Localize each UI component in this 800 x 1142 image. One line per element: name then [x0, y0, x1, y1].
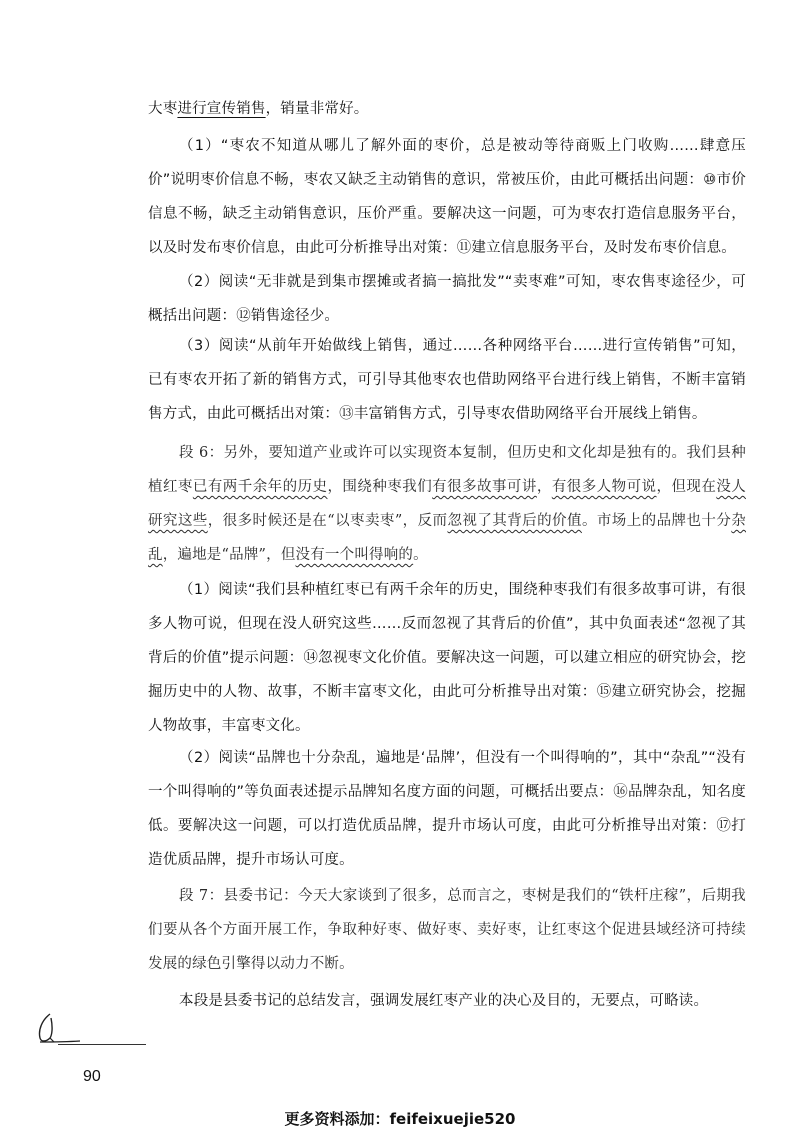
section-6-text: 段 6：另外，要知道产业或许可以实现资本复制，但历史和文化却是独有的。我们县种植红枣已有两千余年的历史，围绕种枣我们有很多故事可讲，有很多人物可说，但现在没人研究这些，很多时候还是在“以枣卖枣”，反而忽视了其背后的价值。市场上的品牌也十分杂乱，遍地是“品牌”，但没有一个叫得响的。	[148, 445, 746, 563]
wavy-underline-no-famous-brand: 没有一个叫得响的	[295, 547, 414, 563]
analysis-1-item-1: （1）“枣农不知道从哪儿了解外面的枣价，总是被动等待商贩上门收购……肆意压价”说明枣价信息不畅，枣农又缺乏主动销售的意识，常被压价，由此可概括出问题：⑩市价信息不畅，缺乏主动销售意识，压价严重。要解决这一问题，可为枣农打造信息服务平台，以及时发布枣价信息，由此可分析推导出对策：⑪建立信息服务平台，及时发布枣价信息。	[148, 138, 746, 256]
wavy-underline-ignored-value: 忽视了其背后的价值	[447, 513, 582, 529]
wavy-underline-history: 已有两千余年的历史	[192, 479, 328, 495]
wavy-underline-stories: 有很多故事可讲	[432, 479, 537, 495]
intro-lead: 大枣	[148, 101, 178, 117]
wavy-underline-chaotic: 杂乱	[148, 513, 746, 563]
wavy-underline-no-research: 没人研究这些	[148, 479, 746, 529]
section-7-text: 段 7：县委书记：今天大家谈到了很多，总而言之，枣树是我们的“铁杆庄稼”，后期我们要从各个方面开展工作，争取种好枣、做好枣、卖好枣，让红枣这个促进县域经济可持续发展的绿色引擎得以动力不断。	[148, 888, 746, 972]
intro-rest: ，销量非常好。	[265, 101, 369, 117]
analysis-2-item-1: （1）阅读“我们县种植红枣已有两千余年的历史，围绕种枣我们有很多故事可讲，有很多人物可说，但现在没人研究这些……反而忽视了其背后的价值”，其中负面表述“忽视了其背后的价值”提示问题：⑭忽视枣文化价值。要解决这一问题，可以建立相应的研究协会，挖掘历史中的人物、故事，不断丰富枣文化，由此可分析推导出对策：⑮建立研究协会，挖掘人物故事，丰富枣文化。	[148, 582, 746, 734]
pencil-note-icon	[28, 1008, 88, 1048]
intro-line	[148, 92, 746, 126]
intro-underlined: 进行宣传销售	[177, 101, 266, 117]
analysis-1-item-2: （2）阅读“无非就是到集市摆摊或者搞一搞批发”“卖枣难”可知，枣农售枣途径少，可概括出问题：⑫销售途径少。	[148, 274, 746, 324]
note-rule	[58, 1044, 146, 1045]
page-number: 90	[83, 1068, 101, 1085]
footer-contact: 更多资料添加：feifeixuejie520	[284, 1110, 516, 1128]
wavy-underline-people: 有很多人物可说	[551, 479, 657, 495]
summary-note: 本段是县委书记的总结发言，强调发展红枣产业的决心及目的，无要点，可略读。	[179, 993, 709, 1009]
analysis-2-item-2: （2）阅读“品牌也十分杂乱，遍地是‘品牌’，但没有一个叫得响的”，其中“杂乱”“没有一个叫得响的”等负面表述提示品牌知名度方面的问题，可概括出要点：⑯品牌杂乱，知名度低。要解决这一问题，可以打造优质品牌，提升市场认可度，由此可分析推导出对策：⑰打造优质品牌，提升市场认可度。	[148, 750, 746, 868]
analysis-1-item-3: （3）阅读“从前年开始做线上销售，通过……各种网络平台……进行宣传销售”可知，已有枣农开拓了新的销售方式，可引导其他枣农也借助网络平台进行线上销售，不断丰富销售方式，由此可概括出对策：⑬丰富销售方式，引导枣农借助网络平台开展线上销售。	[148, 338, 746, 422]
